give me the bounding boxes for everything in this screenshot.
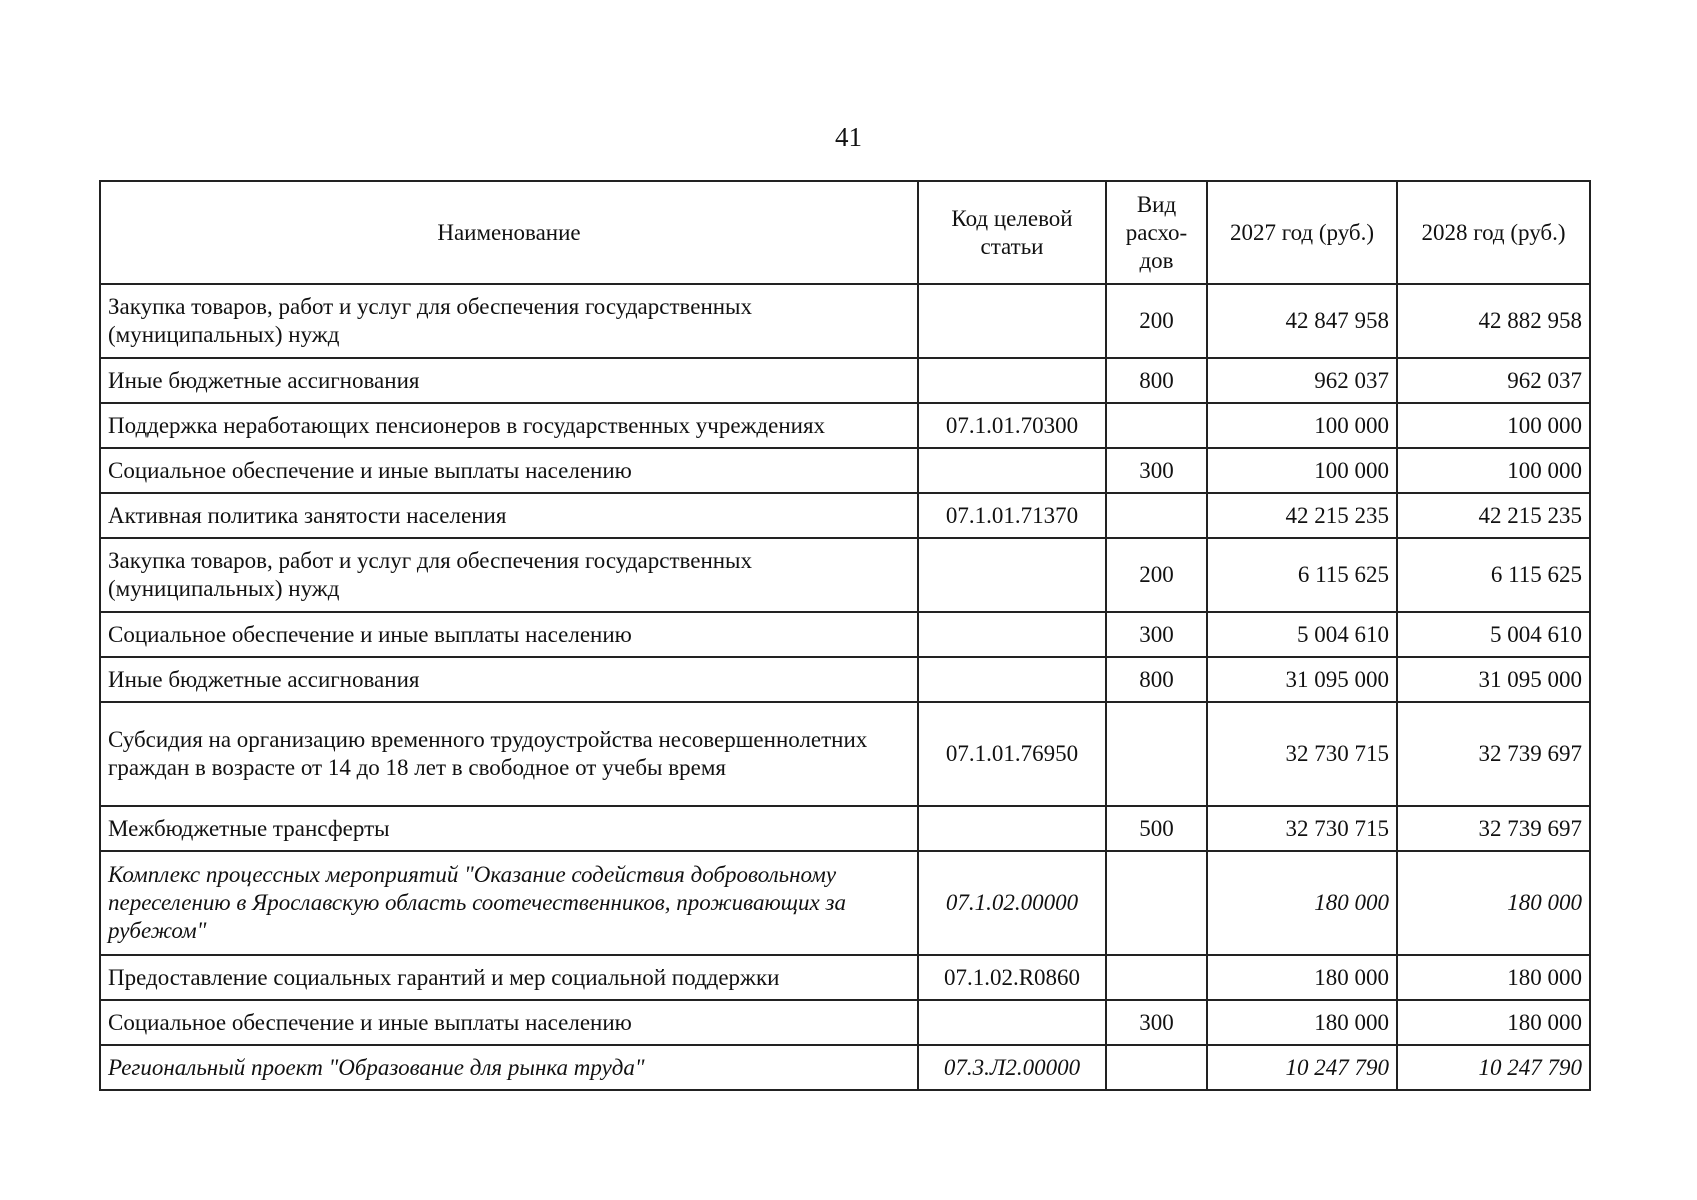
row-name: Социальное обеспечение и иные выплаты населению <box>100 448 918 493</box>
table-header-row <box>100 181 1590 284</box>
row-amount-2027: 180 000 <box>1207 955 1397 1000</box>
row-code: 07.1.02.R0860 <box>918 955 1106 1000</box>
row-vid: 300 <box>1106 448 1207 493</box>
row-amount-2027: 32 730 715 <box>1207 702 1397 806</box>
row-amount-2028: 5 004 610 <box>1397 612 1590 657</box>
table-row <box>100 955 1590 1000</box>
row-vid: 800 <box>1106 358 1207 403</box>
table-row <box>100 493 1590 538</box>
row-vid <box>1106 702 1207 806</box>
row-vid <box>1106 1045 1207 1090</box>
row-vid <box>1106 493 1207 538</box>
row-amount-2027: 5 004 610 <box>1207 612 1397 657</box>
row-amount-2028: 31 095 000 <box>1397 657 1590 702</box>
row-amount-2028: 180 000 <box>1397 1000 1590 1045</box>
row-amount-2028: 180 000 <box>1397 955 1590 1000</box>
table-row <box>100 448 1590 493</box>
header-year-2028: 2028 год (руб.) <box>1397 181 1590 284</box>
row-amount-2027: 962 037 <box>1207 358 1397 403</box>
row-name: Комплекс процессных мероприятий "Оказание содействия добровольному переселению в Ярославскую область соотечественников, проживающих за рубежом" <box>100 851 918 955</box>
row-vid: 500 <box>1106 806 1207 851</box>
row-name: Иные бюджетные ассигнования <box>100 358 918 403</box>
row-name: Закупка товаров, работ и услуг для обеспечения государственных (муниципальных) нужд <box>100 538 918 612</box>
row-code: 07.1.01.71370 <box>918 493 1106 538</box>
header-vid: Вид расхо-дов <box>1106 181 1207 284</box>
row-code: 07.1.01.76950 <box>918 702 1106 806</box>
row-amount-2027: 100 000 <box>1207 448 1397 493</box>
row-code <box>918 448 1106 493</box>
row-amount-2027: 31 095 000 <box>1207 657 1397 702</box>
row-amount-2028: 962 037 <box>1397 358 1590 403</box>
table-row <box>100 851 1590 955</box>
row-name: Субсидия на организацию временного трудоустройства несовершеннолетних граждан в возрасте от 14 до 18 лет в свободное от учебы время <box>100 702 918 806</box>
row-code <box>918 1000 1106 1045</box>
row-code: 07.1.01.70300 <box>918 403 1106 448</box>
row-name: Межбюджетные трансферты <box>100 806 918 851</box>
row-vid <box>1106 403 1207 448</box>
row-code <box>918 358 1106 403</box>
row-name: Предоставление социальных гарантий и мер социальной поддержки <box>100 955 918 1000</box>
row-vid: 300 <box>1106 1000 1207 1045</box>
row-vid: 200 <box>1106 538 1207 612</box>
table-row <box>100 806 1590 851</box>
row-code <box>918 806 1106 851</box>
row-name: Иные бюджетные ассигнования <box>100 657 918 702</box>
row-amount-2027: 180 000 <box>1207 1000 1397 1045</box>
row-vid <box>1106 955 1207 1000</box>
row-amount-2028: 32 739 697 <box>1397 806 1590 851</box>
table-row <box>100 538 1590 612</box>
header-name: Наименование <box>100 181 918 284</box>
row-amount-2028: 32 739 697 <box>1397 702 1590 806</box>
row-name: Социальное обеспечение и иные выплаты населению <box>100 612 918 657</box>
budget-table <box>99 180 1591 1091</box>
row-amount-2028: 100 000 <box>1397 403 1590 448</box>
table-row <box>100 702 1590 806</box>
row-amount-2027: 32 730 715 <box>1207 806 1397 851</box>
header-year-2027: 2027 год (руб.) <box>1207 181 1397 284</box>
table-row <box>100 1000 1590 1045</box>
row-name: Активная политика занятости населения <box>100 493 918 538</box>
row-amount-2027: 100 000 <box>1207 403 1397 448</box>
row-code <box>918 612 1106 657</box>
row-amount-2027: 6 115 625 <box>1207 538 1397 612</box>
row-amount-2028: 42 215 235 <box>1397 493 1590 538</box>
row-code <box>918 657 1106 702</box>
row-amount-2028: 10 247 790 <box>1397 1045 1590 1090</box>
row-name: Региональный проект "Образование для рынка труда" <box>100 1045 918 1090</box>
row-vid: 800 <box>1106 657 1207 702</box>
row-vid: 200 <box>1106 284 1207 358</box>
row-amount-2028: 100 000 <box>1397 448 1590 493</box>
row-code <box>918 538 1106 612</box>
row-amount-2027: 42 847 958 <box>1207 284 1397 358</box>
table-row <box>100 612 1590 657</box>
header-code: Код целевой статьи <box>918 181 1106 284</box>
row-amount-2028: 180 000 <box>1397 851 1590 955</box>
table-row <box>100 284 1590 358</box>
row-amount-2027: 42 215 235 <box>1207 493 1397 538</box>
row-code <box>918 284 1106 358</box>
row-code: 07.3.Л2.00000 <box>918 1045 1106 1090</box>
row-name: Поддержка неработающих пенсионеров в государственных учреждениях <box>100 403 918 448</box>
table-row <box>100 657 1590 702</box>
page-number: 41 <box>835 122 862 152</box>
table-row <box>100 403 1590 448</box>
table-row <box>100 1045 1590 1090</box>
row-vid: 300 <box>1106 612 1207 657</box>
row-amount-2027: 10 247 790 <box>1207 1045 1397 1090</box>
row-amount-2028: 42 882 958 <box>1397 284 1590 358</box>
row-code: 07.1.02.00000 <box>918 851 1106 955</box>
row-vid <box>1106 851 1207 955</box>
row-name: Социальное обеспечение и иные выплаты населению <box>100 1000 918 1045</box>
row-amount-2027: 180 000 <box>1207 851 1397 955</box>
row-amount-2028: 6 115 625 <box>1397 538 1590 612</box>
row-name: Закупка товаров, работ и услуг для обеспечения государственных (муниципальных) нужд <box>100 284 918 358</box>
table-row <box>100 358 1590 403</box>
